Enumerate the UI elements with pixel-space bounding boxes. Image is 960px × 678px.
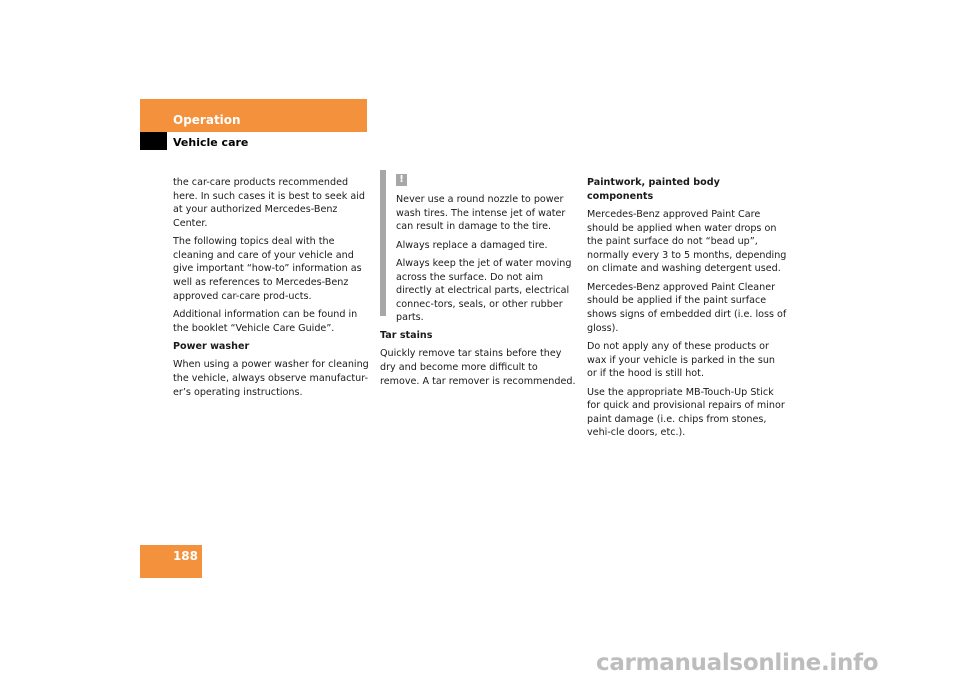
paragraph: Always keep the jet of water moving across the surface. Do not aim directly at electrical parts, electrical connec-tors, seals, or other rubber parts. bbox=[396, 257, 572, 324]
paragraph: Always replace a damaged tire. bbox=[396, 239, 548, 251]
paragraph: Mercedes-Benz approved Paint Care should be applied when water drops on the paint surface do not “bead up”, normally every 3 to 5 months, depending on climate and washing detergent used. bbox=[587, 208, 787, 275]
text-column-2 bbox=[380, 329, 580, 393]
paragraph: Do not apply any of these products or wax if your vehicle is parked in the sun or if the hood is still hot. bbox=[587, 340, 776, 380]
page-number-box bbox=[140, 545, 202, 578]
paragraph: Mercedes-Benz approved Paint Cleaner should be applied if the paint surface shows signs of embedded dirt (i.e. loss of gloss). bbox=[587, 281, 787, 334]
text-column-1 bbox=[173, 176, 373, 404]
paragraph: the car-care products recommended here. In such cases it is best to seek aid at your authorized Mercedes-Benz Center. bbox=[173, 177, 365, 229]
paragraph: Use the appropriate MB-Touch-Up Stick for quick and provisional repairs of minor paint damage (i.e. chips from stones, vehi-cle doors, etc.). bbox=[587, 386, 785, 439]
subsection-title: Vehicle care bbox=[173, 136, 249, 149]
warning-icon: ! bbox=[396, 174, 407, 186]
header-marker-block bbox=[140, 132, 167, 150]
watermark: carmanualsonline.info bbox=[596, 650, 879, 676]
warning-box bbox=[380, 170, 575, 324]
paragraph: Quickly remove tar stains before they dry and become more difficult to remove. A tar remover is recommended. bbox=[380, 348, 576, 387]
paragraph: When using a power washer for cleaning the vehicle, always observe manufactur-er’s operating instructions. bbox=[173, 359, 369, 398]
warning-bar bbox=[380, 170, 386, 316]
section-title: Operation bbox=[173, 113, 241, 127]
heading-power-washer: Power washer bbox=[173, 340, 250, 352]
warning-text bbox=[396, 193, 576, 330]
paragraph: Never use a round nozzle to power wash tires. The intense jet of water can result in damage to the tire. bbox=[396, 194, 566, 233]
page-number: 188 bbox=[172, 549, 198, 563]
heading-tar-stains: Tar stains bbox=[380, 330, 433, 341]
text-column-3 bbox=[587, 176, 787, 445]
paragraph: Additional information can be found in the booklet “Vehicle Care Guide”. bbox=[173, 308, 358, 334]
paragraph: The following topics deal with the cleaning and care of your vehicle and give important “how-to” information as well as references to Mercedes-Benz approved car-care prod-ucts. bbox=[173, 236, 362, 302]
heading-paintwork: Paintwork, painted body components bbox=[587, 177, 720, 202]
